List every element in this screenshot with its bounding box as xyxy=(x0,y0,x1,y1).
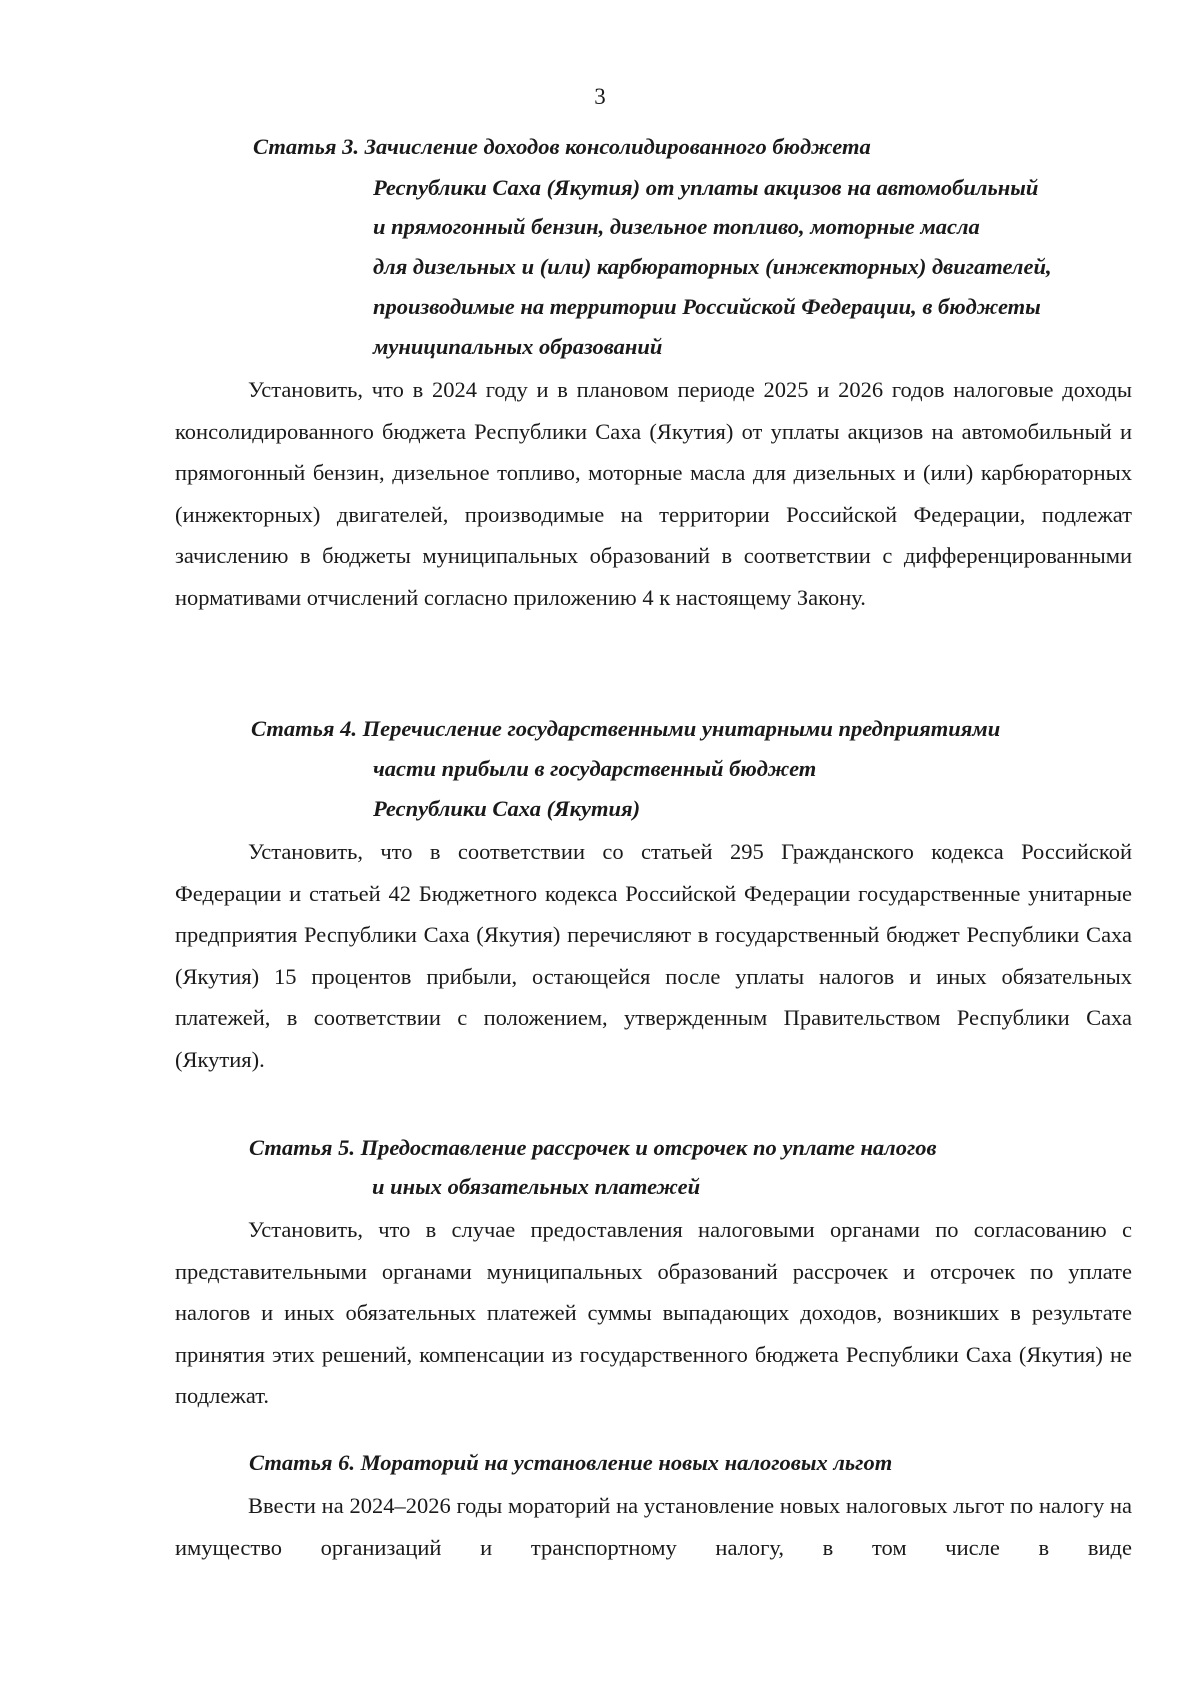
heading-line: для дизельных и (или) карбюраторных (инжекторных) двигателей, xyxy=(373,254,1052,279)
heading-line: Статья 3. Зачисление доходов консолидированного бюджета xyxy=(253,134,871,159)
heading-line: и иных обязательных платежей xyxy=(372,1174,701,1199)
heading-line: производимые на территории Российской Федерации, в бюджеты xyxy=(373,294,1041,319)
heading-line: муниципальных образований xyxy=(373,334,663,359)
heading-line: Республики Саха (Якутия) от уплаты акцизов на автомобильный xyxy=(373,175,1039,200)
article-4-body: Установить, что в соответствии со статьей 295 Гражданского кодекса Российской Федерации и статьей 42 Бюджетного кодекса Российской Федерации государственные унитарные предприятия Республики Саха (Якутия) перечисляют в государственный бюджет Республики Саха (Якутия) 15 процентов прибыли, остающейся после уплаты налогов и иных обязательных платежей, в соответствии с положением, утвержденным Правительством Республики Саха (Якутия). xyxy=(175,839,1132,1072)
heading-line: Статья 4. Перечисление государственными унитарными предприятиями xyxy=(251,716,1001,741)
heading-line: и прямогонный бензин, дизельное топливо, моторные масла xyxy=(373,214,980,239)
page-number: 3 xyxy=(594,84,606,109)
article-6-body: Ввести на 2024–2026 годы мораторий на установление новых налоговых льгот по налогу на имущество организаций и транспортному налогу, в том числе в виде xyxy=(175,1493,1132,1560)
heading-line: Республики Саха (Якутия) xyxy=(373,796,641,821)
heading-line: части прибыли в государственный бюджет xyxy=(373,756,817,781)
article-3-body: Установить, что в 2024 году и в плановом периоде 2025 и 2026 годов налоговые доходы консолидированного бюджета Республики Саха (Якутия) от уплаты акцизов на автомобильный и прямогонный бензин, дизельное топливо, моторные масла для дизельных и (или) карбюраторных (инжекторных) двигателей, производимые на территории Российской Федерации, подлежат зачислению в бюджеты муниципальных образований в соответствии с дифференцированными нормативами отчислений согласно приложению 4 к настоящему Закону. xyxy=(175,377,1132,610)
heading-line: Статья 5. Предоставление рассрочек и отсрочек по уплате налогов xyxy=(249,1135,937,1160)
article-5-body: Установить, что в случае предоставления налоговыми органами по согласованию с представительными органами муниципальных образований рассрочек и отсрочек по уплате налогов и иных обязательных платежей суммы выпадающих доходов, возникших в результате принятия этих решений, компенсации из государственного бюджета Республики Саха (Якутия) не подлежат. xyxy=(175,1217,1132,1408)
heading-line: Статья 6. Мораторий на установление новых налоговых льгот xyxy=(249,1450,893,1475)
